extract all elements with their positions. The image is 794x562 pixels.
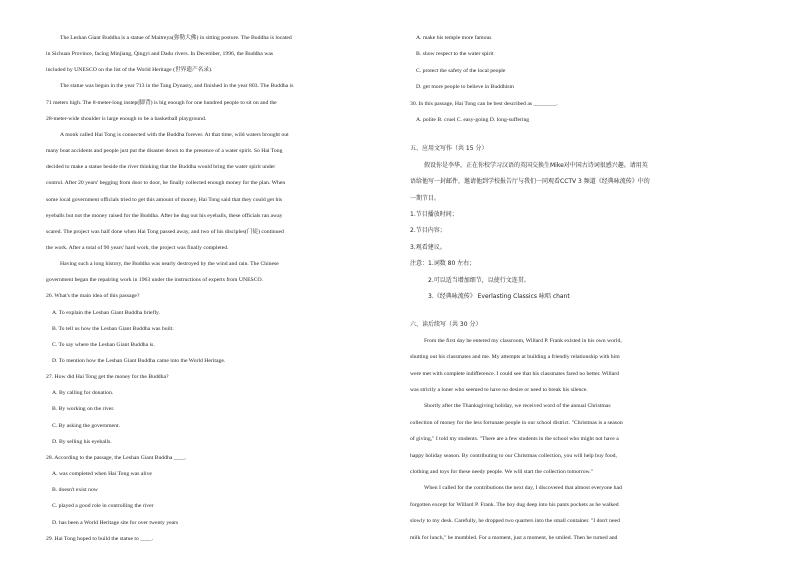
text-line: A. polite B. cruel C. easy-going D. long-suffering — [416, 117, 530, 123]
text-line: 2.节目内容； — [410, 227, 446, 235]
text-line: 2.可以适当增加细节，以使行文连贯。 — [428, 276, 530, 284]
text-line: was strictly a loner who seemed to have no desire or need to break his silence. — [410, 387, 588, 393]
text-line: government began the repairing work in 1963 under the instructions of experts from UNESCO. — [46, 277, 264, 284]
text-line: 语给他写一封邮件，邀请他到学校报告厅与我们一同观看CCTV 3 频道《经典咏流传》中的 — [410, 178, 650, 186]
text-line: included by UNESCO on the list of the World Heritage (世界遗产名录). — [46, 67, 213, 74]
text-line: in Sichuan Province, facing Minjiang, Qingyi and Dadu rivers. In December, 1996, the Buddha was — [46, 51, 274, 58]
text-line: 26. What's the main idea of this passage? — [46, 293, 140, 300]
text-line: 27. How did Hai Tong get the money for the Buddha? — [46, 374, 169, 381]
text-line: eyeballs but not the money raised for the Buddha. After he dug out his eyeballs, these officials ran away — [46, 212, 283, 219]
text-line: Having such a long history, the Buddha was nearly destroyed by the wind and rain. The Chinese — [60, 261, 279, 268]
text-line: B. doesn't exist now — [52, 487, 98, 494]
text-line: B. By working on the river. — [52, 406, 115, 413]
text-line: 一期节目。 — [410, 194, 441, 202]
text-line: The statue was begun in the year 713 in the Tang Dynasty, and finished in the year 803. The Buddha is — [60, 83, 294, 90]
text-line: D. To mention how the Leshan Giant Buddha came into the World Heritage. — [52, 358, 226, 364]
text-line: milk for lunch," he mumbled. For a moment, just a moment, he smiled. Then he turned and — [410, 534, 618, 541]
text-line: 28. According to the passage, the Leshan Giant Buddha ____. — [46, 454, 187, 461]
left-column — [46, 0, 358, 562]
text-line: were met with complete indifference. I could see that his classmates fared no better. Willard — [410, 370, 619, 377]
text-line: D. get more people to believe in Buddhism — [416, 84, 514, 91]
text-line: happy holiday season. By contributing to our Christmas collection, you will help buy food, — [410, 452, 617, 459]
text-line: D. has been a World Heritage site for over twenty years — [52, 519, 179, 526]
text-line: 1.节目播放时间； — [410, 211, 458, 218]
text-line: 注意：1.词数 80 左右； — [410, 260, 476, 268]
text-line: A. make his temple more famous — [416, 35, 492, 41]
text-line: forgotten except for Willard P. Frank. The boy dug deep into his pants pockets as he walked — [410, 501, 619, 508]
text-line: A. To explain the Leshan Giant Buddha briefly. — [52, 309, 160, 316]
text-line: C. To say where the Leshan Giant Buddha is. — [52, 341, 155, 348]
text-line: collection of money for the less fortunate people in our school district. "Christmas is a season — [410, 419, 623, 426]
text-line: clothing and toys for these needy people. We will start the collection tomorrow." — [410, 469, 594, 475]
text-line: C. protect the safety of the local people — [416, 67, 506, 74]
text-line: 3.《经典咏流传》 Everlasting Classics 咏唱 chant — [428, 293, 570, 300]
text-line: 假设你是李华，正在你校学习汉语的英国交换生Mike对中国古诗词很感兴趣。请用英 — [424, 161, 648, 169]
right-column — [410, 0, 710, 562]
text-line: B. show respect to the water spirit — [416, 51, 494, 58]
text-line: A. was completed when Hai Tong was alive — [52, 471, 152, 478]
text-line: the work. After a total of 90 years' hard work, the project was finally completed. — [46, 244, 229, 251]
text-line: A monk called Hai Tong is connected with the Buddha forever. At that time, wild waters brought out — [60, 131, 289, 138]
text-line: 五、应用文写作（共 15 分） — [410, 145, 488, 153]
text-line: control. After 20 years' begging from door to door, he finally collected enough money for the plan. When — [46, 180, 286, 187]
text-line: When I called for the contributions the next day, I discovered that almost everyone had — [424, 485, 622, 492]
text-line: 28-meter-wide shoulder is large enough to be a basketball playground. — [46, 115, 207, 122]
text-line: 29. Hai Tong hoped to build the statue to ____. — [46, 535, 154, 542]
text-line: of giving," I told my students. "There are a few students in the school who might not have a — [410, 436, 619, 443]
text-line: decided to make a statue beside the river thinking that the Buddha would bring the water spirit under — [46, 164, 276, 171]
text-line: The Leshan Giant Buddha is a statue of Maitreya(弥勒大佛) in sitting posture. The Buddha is located — [60, 35, 292, 41]
text-line: C. By asking the government. — [52, 422, 120, 429]
text-line: A. By calling for donation. — [52, 390, 114, 397]
text-line: B. To tell us how the Leshan Giant Buddha was built. — [52, 325, 174, 332]
text-line: 3.观看建议。 — [410, 243, 446, 251]
text-line: some local government officials tried to get this amount of money, Hai Tong said that they could get his — [46, 196, 283, 203]
text-line: many boat accidents and people just put the disaster down to the presence of a water spirit. So Hai Tong — [46, 148, 283, 155]
text-line: 30. In this passage, Hai Tong can be best described as ________. — [410, 100, 558, 107]
text-line: 71 meters high. The 8-meter-long instep(脚背) is big enough for one hundred people to sit on and the — [46, 99, 277, 106]
text-line: slowly to my desk. Carefully, he dropped two quarters into the small container. "I don't need — [410, 518, 620, 525]
text-line: D. By selling his eyeballs. — [52, 438, 112, 445]
text-line: C. played a good role in controlling the river — [52, 503, 154, 510]
text-line: From the first day he entered my classroom, Willard P. Frank existed in his own world, — [424, 337, 622, 344]
text-line: scared. The project was half done when Hai Tong passed away, and two of his disciples(门徒) continued — [46, 228, 284, 235]
text-line: 六、读后续写（共 30 分） — [410, 321, 482, 329]
text-line: shutting out his classmates and me. My attempts at building a friendly relationship with him — [410, 354, 620, 361]
text-line: Shortly after the Thanksgiving holiday, we received word of the annual Christmas — [424, 403, 611, 410]
